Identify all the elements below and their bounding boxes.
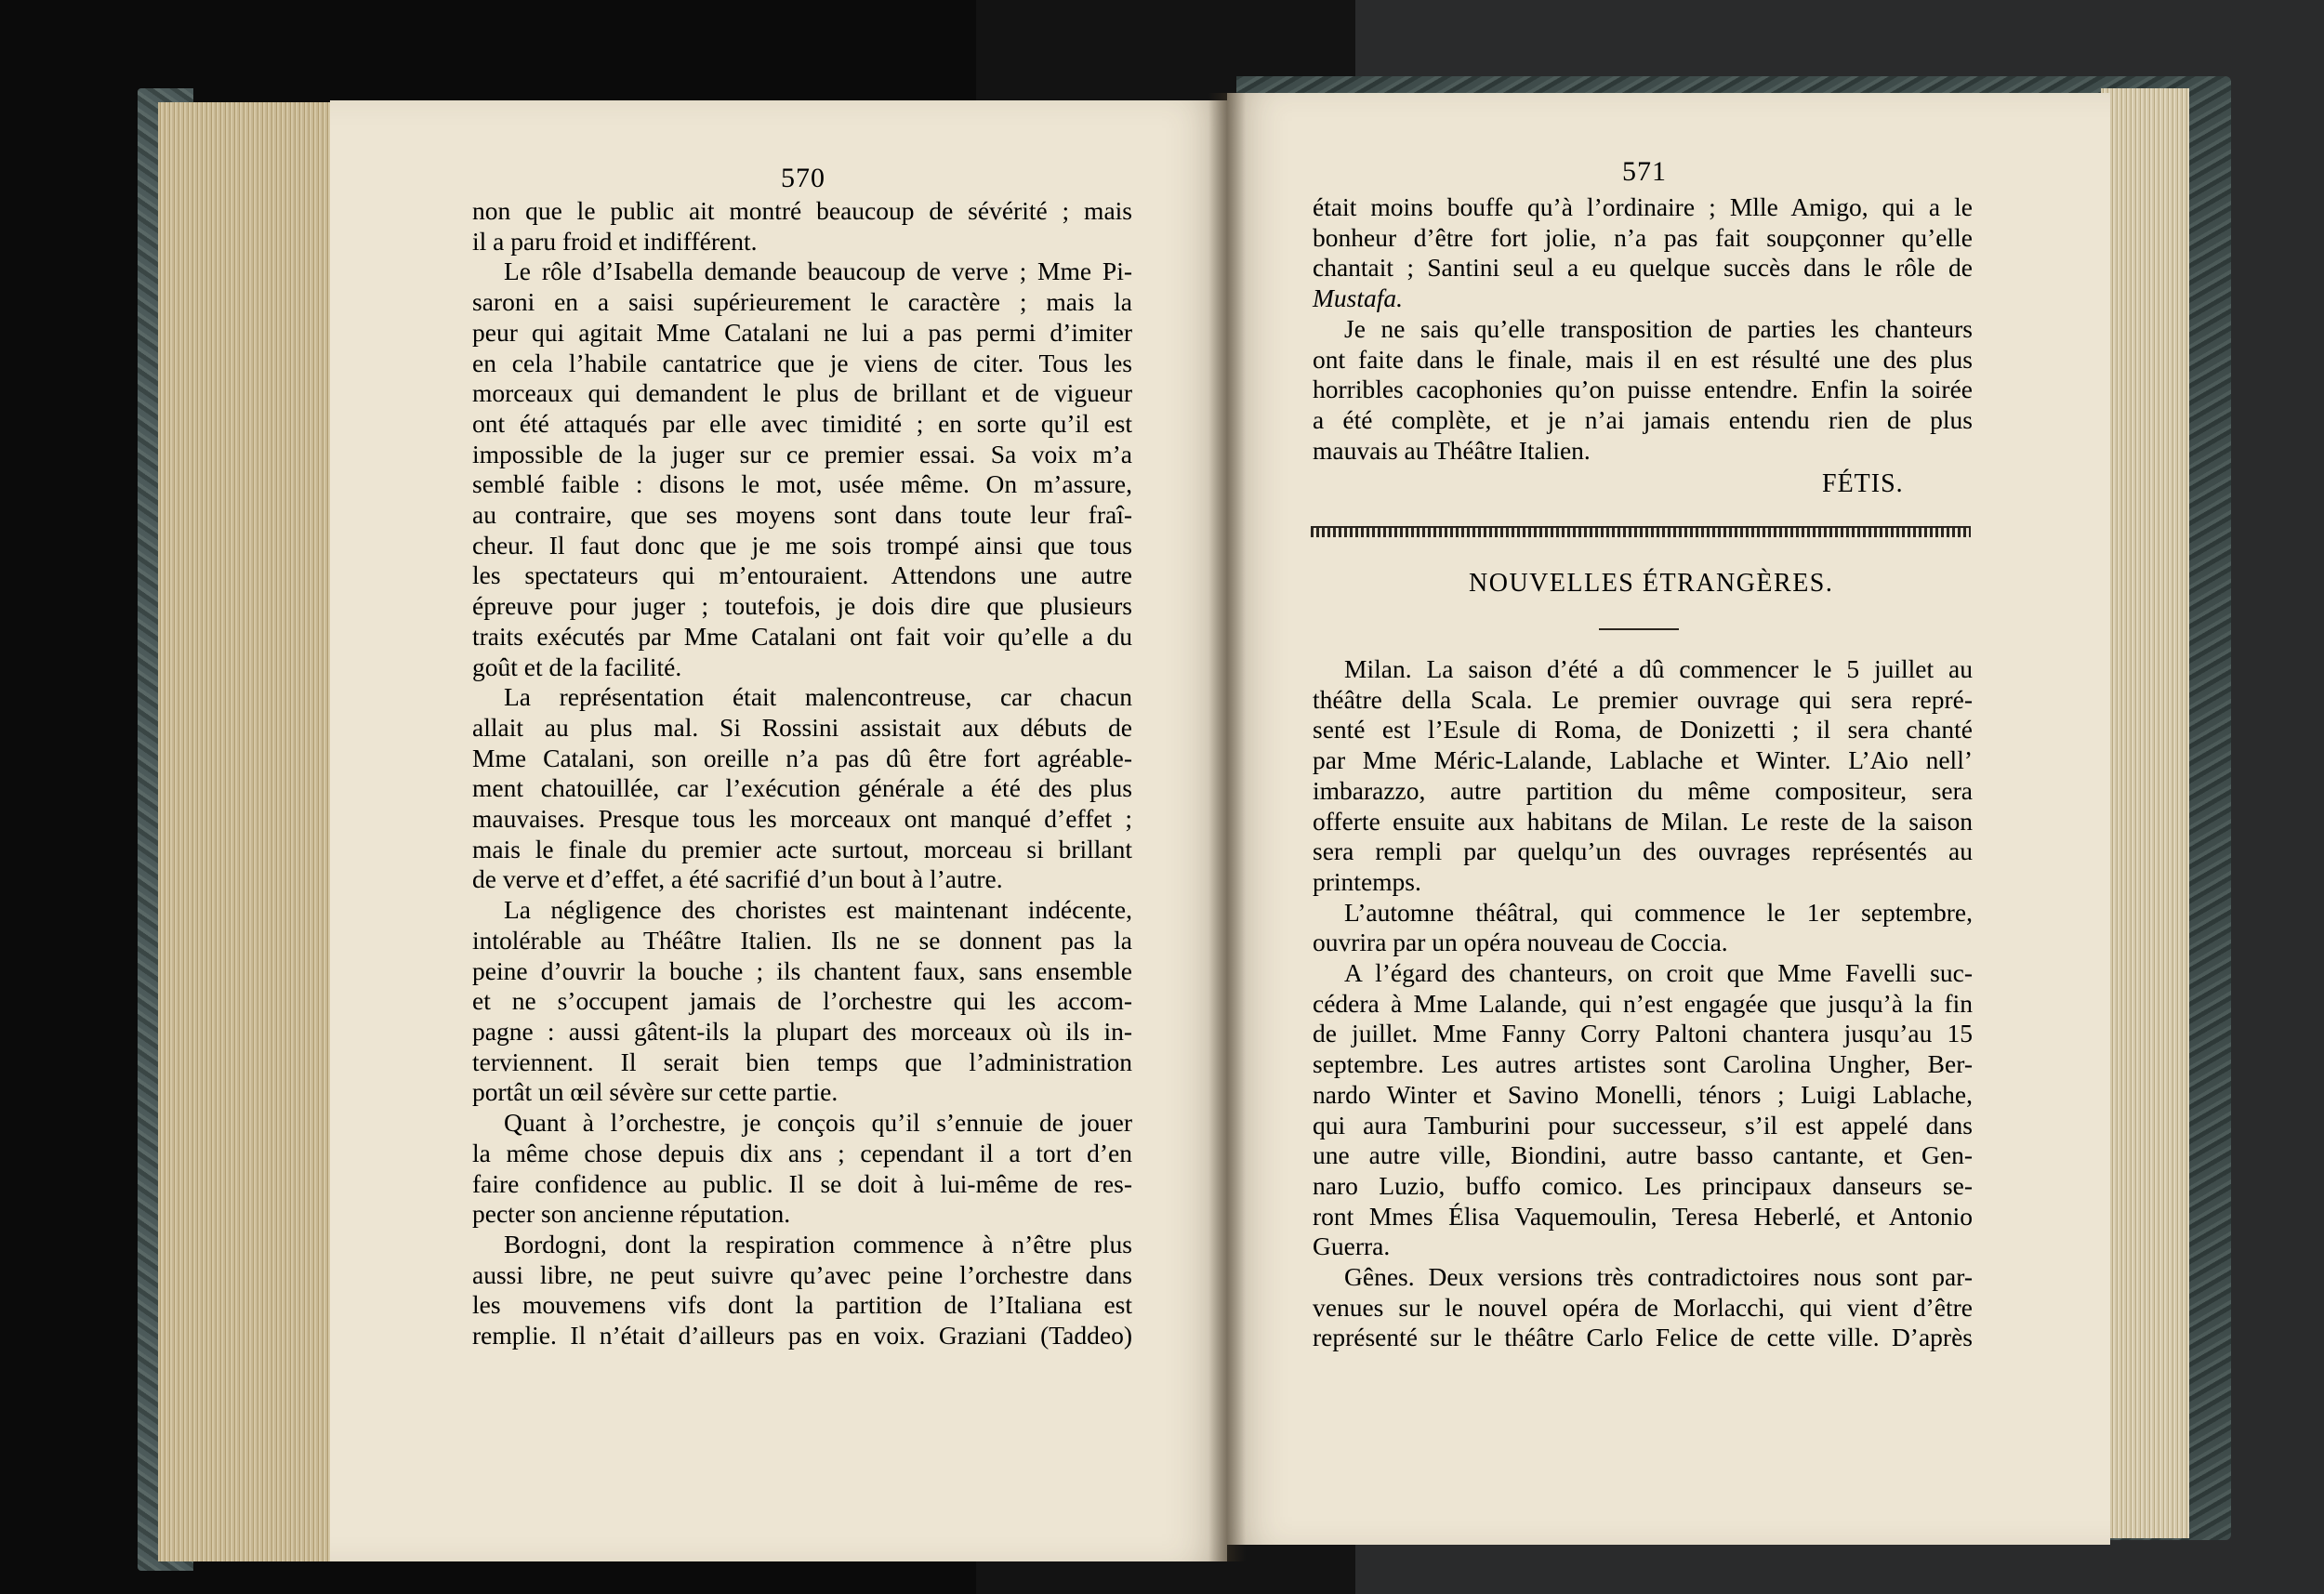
- text-line: goût et de la facilité.: [472, 652, 682, 681]
- text-line: nardo Winter et Savino Monelli, ténors ; Luigi Lablache,: [1313, 1079, 1973, 1109]
- text-line: théâtre della Scala. Le premier ouvrage qui sera repré-: [1313, 684, 1973, 714]
- text-line: offerte ensuite aux habitans de Milan. Le reste de la saison: [1313, 806, 1973, 836]
- text-line: Gênes. Deux versions très contradictoires nous sont par-: [1344, 1262, 1973, 1292]
- text-line: intolérable au Théâtre Italien. Ils ne se donnent pas la: [472, 925, 1132, 955]
- text-line: il a paru froid et indifférent.: [472, 226, 758, 256]
- page-edges-right: [2101, 88, 2189, 1538]
- text-line: ront Mmes Élisa Vaquemoulin, Teresa Heberlé, et Antonio: [1313, 1201, 1973, 1231]
- text-line: allait au plus mal. Si Rossini assistait aux débuts de: [472, 712, 1132, 742]
- text-line: a été complète, et je n’ai jamais entendu rien de plus: [1313, 404, 1973, 434]
- text-line: peine d’ouvrir la bouche ; ils chantent faux, sans ensemble: [472, 955, 1132, 985]
- text-line: la même chose depuis dix ans ; cependant il a tort d’en: [472, 1138, 1132, 1167]
- text-line: mauvais au Théâtre Italien.: [1313, 435, 1591, 465]
- text-line: les mouvemens vifs dont la partition de l’Italiana est: [472, 1290, 1132, 1320]
- text-line: printemps.: [1313, 866, 1421, 896]
- text-line: une autre ville, Biondini, autre basso cantante, et Gen-: [1313, 1140, 1973, 1170]
- page-edges-left: [158, 102, 335, 1561]
- text-line: cheur. Il faut donc que je me sois trompé ainsi que tous: [472, 530, 1132, 560]
- text-line: portât un œil sévère sur cette partie.: [472, 1077, 838, 1107]
- text-line: ment chatouillée, car l’exécution générale a été des plus: [472, 773, 1132, 803]
- text-line: sera rempli par quelqu’un des ouvrages représentés au: [1313, 837, 1973, 866]
- text-line: remplie. Il n’était d’ailleurs pas en voix. Graziani (Taddeo): [472, 1321, 1132, 1350]
- page-number-right: 571: [1622, 156, 1667, 187]
- text-line: par Mme Méric-Lalande, Lablache et Winter. L’Aio nell’: [1313, 745, 1973, 775]
- text-line: pagne : aussi gâtent-ils la plupart des morceaux où ils in-: [472, 1016, 1132, 1046]
- text-line: imbarazzo, autre partition du même compositeur, sera: [1313, 775, 1973, 805]
- text-line: L’automne théâtral, qui commence le 1er septembre,: [1344, 897, 1973, 927]
- text-line: semblé faible : disons le mot, usée même. On m’assure,: [472, 469, 1132, 499]
- text-line: et ne s’occupent jamais de l’orchestre qui les accom-: [472, 986, 1132, 1016]
- text-line: représenté sur le théâtre Carlo Felice de cette ville. D’après: [1313, 1323, 1973, 1352]
- text-line: épreuve pour juger ; toutefois, je dois dire que plusieurs: [472, 591, 1132, 621]
- text-line: senté est l’Esule di Roma, de Donizetti ; il sera chanté: [1313, 715, 1973, 744]
- text-line: bonheur d’être fort jolie, n’a pas fait soupçonner qu’elle: [1313, 222, 1973, 252]
- text-line: Quant à l’orchestre, je conçois qu’il s’ennuie de jouer: [504, 1108, 1132, 1138]
- text-line: peur qui agitait Mme Catalani ne lui a pas permi d’imiter: [472, 317, 1132, 347]
- text-line: La négligence des choristes est maintenant indécente,: [504, 895, 1132, 925]
- text-line: ouvrira par un opéra nouveau de Coccia.: [1313, 928, 1728, 957]
- text-line: ont faite dans le finale, mais il en est résulté une des plus: [1313, 344, 1973, 374]
- text-line: en cela l’habile cantatrice que je viens de citer. Tous les: [472, 348, 1132, 377]
- text-line: ont été attaqués par elle avec timidité ; en sorte qu’il est: [472, 408, 1132, 438]
- book-gutter: [1208, 93, 1246, 1561]
- text-line: terviennent. Il serait bien temps que l’administration: [472, 1047, 1132, 1076]
- text-line: traits exécutés par Mme Catalani ont fait voir qu’elle a du: [472, 621, 1132, 651]
- decorative-rule: [1311, 526, 1971, 537]
- section-title: NOUVELLES ÉTRANGÈRES.: [1469, 569, 1834, 598]
- text-line: A l’égard des chanteurs, on croit que Mme Favelli suc-: [1344, 958, 1973, 988]
- text-line: morceaux qui demandent le plus de brillant et de vigueur: [472, 378, 1132, 408]
- text-line: était moins bouffe qu’à l’ordinaire ; Mlle Amigo, qui a le: [1313, 192, 1973, 221]
- text-line: cédera à Mme Lalande, qui n’est engagée que jusqu’à la fin: [1313, 988, 1973, 1018]
- text-line: Je ne sais qu’elle transposition de parties les chanteurs: [1344, 313, 1973, 343]
- text-line: venues sur le nouvel opéra de Morlacchi, qui vient d’être: [1313, 1292, 1973, 1322]
- text-line: horribles cacophonies qu’on puisse entendre. Enfin la soirée: [1313, 375, 1973, 404]
- text-line: de juillet. Mme Fanny Corry Paltoni chantera jusqu’au 15: [1313, 1019, 1973, 1048]
- text-line: impossible de la juger sur ce premier essai. Sa voix m’a: [472, 439, 1132, 468]
- left-page-text: [472, 196, 1132, 1351]
- text-line: non que le public ait montré beaucoup de sévérité ; mais: [472, 196, 1132, 225]
- text-line: mais le finale du premier acte surtout, morceau si brillant: [472, 834, 1132, 863]
- text-line: au contraire, que ses moyens sont dans toute leur fraî-: [472, 500, 1132, 530]
- text-line: Bordogni, dont la respiration commence à n’être plus: [504, 1229, 1132, 1258]
- page-number-left: 570: [781, 163, 825, 193]
- title-rule: [1599, 628, 1679, 630]
- text-line: mauvaises. Presque tous les morceaux ont manqué d’effet ;: [472, 804, 1132, 834]
- text-line: Guerra.: [1313, 1232, 1391, 1261]
- text-line: chantait ; Santini seul a eu quelque succès dans le rôle de: [1313, 253, 1973, 283]
- text-line: les spectateurs qui m’entouraient. Attendons une autre: [472, 560, 1132, 590]
- text-line: naro Luzio, buffo comico. Les principaux danseurs se-: [1313, 1170, 1973, 1200]
- text-line: La représentation était malencontreuse, car chacun: [504, 682, 1132, 712]
- text-line: Mme Catalani, son oreille n’a pas dû être fort agréable-: [472, 743, 1132, 772]
- text-line: faire confidence au public. Il se doit à lui-même de res-: [472, 1168, 1132, 1198]
- author-signature: FÉTIS.: [1822, 469, 1904, 498]
- right-page-text-top: [1313, 192, 1973, 466]
- text-line: Mustafa.: [1313, 283, 1404, 313]
- text-line: septembre. Les autres artistes sont Carolina Ungher, Ber-: [1313, 1049, 1973, 1079]
- text-line: de verve et d’effet, a été sacrifié d’un bout à l’autre.: [472, 864, 1003, 894]
- text-line: saroni en a saisi supérieurement le caractère ; mais la: [472, 287, 1132, 317]
- text-line: pecter son ancienne réputation.: [472, 1199, 791, 1229]
- text-line: aussi libre, ne peut suivre qu’avec peine l’orchestre dans: [472, 1259, 1132, 1289]
- text-line: qui aura Tamburini pour successeur, s’il est appelé dans: [1313, 1110, 1973, 1140]
- right-page-text-bottom: [1313, 654, 1973, 1353]
- text-line: Milan. La saison d’été a dû commencer le 5 juillet au: [1344, 654, 1973, 683]
- text-line: Le rôle d’Isabella demande beaucoup de verve ; Mme Pi-: [504, 257, 1132, 286]
